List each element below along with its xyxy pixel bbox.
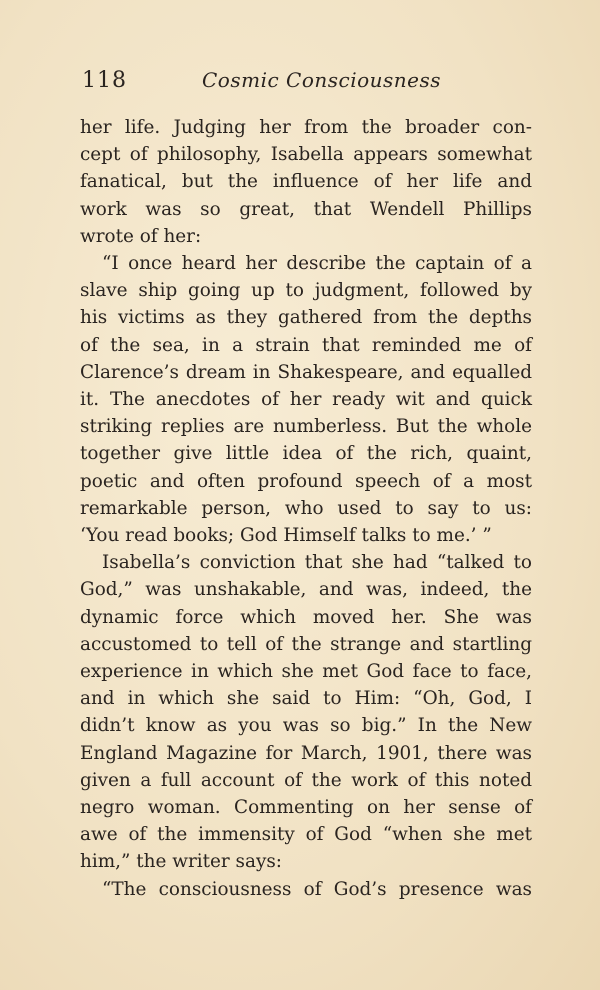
text-line: Clarence’s dream in Shakespeare, and equalled [80, 361, 532, 383]
text-line: accustomed to tell of the strange and startling [80, 633, 532, 655]
text-line: fanatical, but the influence of her life and [80, 171, 532, 193]
text-line: negro woman. Commenting on her sense of [80, 797, 532, 819]
text-line: together give little idea of the rich, quaint, [80, 443, 532, 465]
text-line: wrote of her: [80, 225, 202, 247]
text-line: cept of philosophy, Isabella appears somewhat [80, 144, 532, 166]
text-line: ‘You read books; God Himself talks to me.’ ” [80, 525, 492, 547]
text-line: experience in which she met God face to face, [80, 661, 532, 683]
text-line: Isabella’s conviction that she had “talked to [102, 552, 532, 574]
text-line: awe of the immensity of God “when she met [80, 824, 532, 846]
text-line: her life. Judging her from the broader con- [80, 117, 532, 138]
paragraph [80, 549, 532, 875]
text-line: God,” was unshakable, and was, indeed, the [80, 579, 532, 601]
text-line: him,” the writer says: [80, 851, 282, 873]
text-line: dynamic force which moved her. She was [80, 606, 532, 628]
paragraph [80, 250, 532, 549]
text-line: work was so great, that Wendell Phillips [80, 198, 532, 220]
text-line: his victims as they gathered from the depths [80, 307, 532, 329]
text-line: didn’t know as you was so big.” In the New [80, 715, 532, 737]
text-line: striking replies are numberless. But the whole [80, 416, 532, 438]
paragraph [80, 114, 532, 250]
page-number: 118 [82, 68, 127, 93]
text-line: of the sea, in a strain that reminded me of [80, 334, 532, 356]
text-line: “The consciousness of God’s presence was [102, 878, 532, 900]
text-line: remarkable person, who used to say to us: [80, 497, 532, 519]
text-line: slave ship going up to judgment, followed by [80, 280, 532, 302]
text-line: poetic and often profound speech of a most [80, 470, 532, 492]
paragraph [80, 876, 532, 903]
text-line: it. The anecdotes of her ready wit and quick [80, 389, 532, 411]
body-text [80, 114, 532, 903]
text-line: and in which she said to Him: “Oh, God, I [80, 688, 532, 710]
running-title: Cosmic Consciousness [202, 68, 442, 92]
text-line: “I once heard her describe the captain of a [102, 253, 532, 275]
page-header [82, 68, 532, 98]
text-line: given a full account of the work of this noted [80, 769, 532, 791]
text-line: England Magazine for March, 1901, there was [80, 742, 532, 764]
